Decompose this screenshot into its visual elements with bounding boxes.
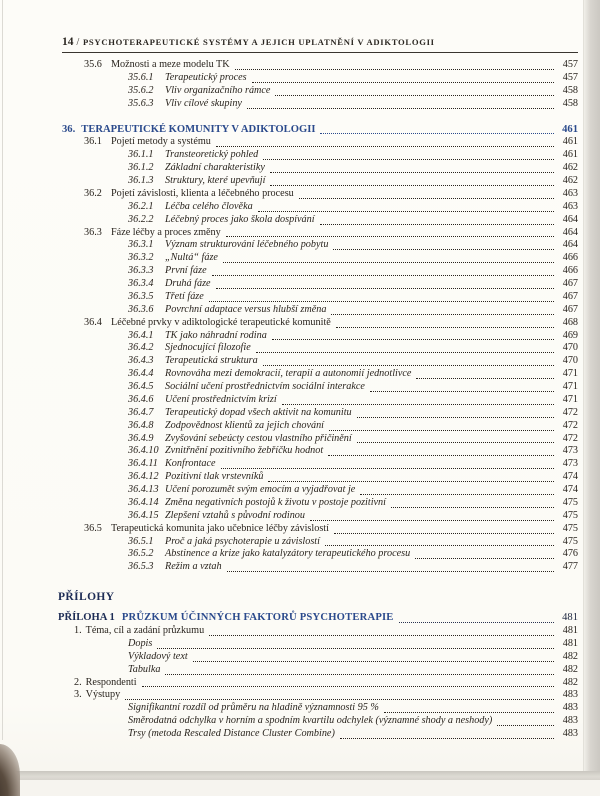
toc-entry: [0, 471, 578, 484]
toc-entry-label: Proč a jaká psychoterapie u závislostí: [165, 535, 320, 547]
toc-entry-label: Význam strukturování léčebného pobytu: [165, 239, 329, 251]
toc-entry-number: 36.5: [84, 522, 102, 534]
dot-leader: [497, 725, 554, 726]
toc-entry-number: 1.: [74, 625, 82, 636]
toc-entry: [0, 548, 578, 561]
toc-entry: [0, 433, 578, 446]
toc-entry: [0, 689, 578, 702]
toc-entry-label: PRŮZKUM ÚČINNÝCH FAKTORŮ PSYCHOTERAPIE: [121, 612, 394, 624]
toc-entry: [0, 420, 578, 433]
dot-leader: [391, 507, 554, 508]
toc-entry-page: 470: [562, 355, 578, 367]
dot-leader: [268, 481, 554, 482]
toc-entry-page: 483: [562, 715, 578, 727]
toc-entry-page: 466: [562, 265, 578, 277]
scan-left-edge-line: [2, 0, 3, 740]
toc-entry: [0, 317, 578, 330]
toc-entry-label: Respondenti: [85, 676, 137, 688]
dot-leader: [227, 571, 554, 572]
toc-entry-page: 483: [562, 689, 578, 701]
toc-entry-label: Výkladový text: [128, 650, 188, 662]
dot-leader: [252, 82, 554, 83]
toc-entry-number: 36.5.1: [128, 535, 154, 547]
toc-entry-number: 35.6.2: [128, 84, 154, 96]
toc-entry-label: Učení prostřednictvím krizí: [165, 393, 277, 405]
toc-entry-label: Tabulka: [128, 663, 161, 675]
toc-entry-label: Signifikantní rozdíl od průměru na hladině významnosti 95 %: [128, 702, 379, 714]
toc-entry-page: 472: [562, 406, 578, 418]
toc-entry-number: 36.5.2: [128, 548, 154, 560]
toc-entry: [0, 304, 578, 317]
toc-entry-number: 36.4.1: [128, 329, 154, 341]
toc-entry: [0, 612, 578, 625]
toc-entry-number: 36.1.1: [128, 149, 154, 161]
toc-entry-label: Změna negativních postojů k životu v postoje pozitivní: [165, 496, 386, 508]
appendix-rows: [0, 612, 578, 741]
toc-entry-label: Sociální učení prostřednictvím sociální interakce: [165, 381, 365, 392]
folio-page-number: 14: [62, 36, 74, 48]
toc-entry: [0, 175, 578, 188]
toc-entry-number: 2.: [74, 676, 82, 688]
toc-entry-page: 474: [562, 484, 578, 495]
toc-entry-number: 36.4.9: [128, 432, 154, 444]
toc-block: [0, 59, 578, 111]
toc-entry-number: 36.4.13: [128, 484, 159, 495]
toc-entry-page: 482: [562, 663, 578, 675]
toc-entry-number: 35.6.3: [128, 97, 154, 109]
dot-leader: [399, 622, 554, 623]
toc-entry: [0, 59, 578, 72]
toc-entry-page: 467: [562, 303, 578, 315]
toc-entry-number: 36.4.8: [128, 419, 154, 431]
toc-entry-page: 457: [562, 71, 578, 83]
toc-entry-label: Výstupy: [85, 689, 121, 701]
toc-entry-number: 36.3.2: [128, 252, 154, 264]
dot-leader: [370, 391, 554, 392]
toc-entry-page: 481: [562, 612, 578, 624]
toc-entry-label: Pojetí metody a systému: [111, 136, 211, 148]
dot-leader: [256, 352, 554, 353]
toc-entry-page: 461: [562, 136, 578, 148]
toc-entry-page: 475: [562, 535, 578, 547]
dot-leader: [221, 468, 554, 469]
toc-entry-number: 36.3.6: [128, 303, 154, 315]
toc-entry-page: 468: [562, 316, 578, 328]
toc-entry-label: Druhá fáze: [165, 278, 211, 289]
dot-leader: [329, 430, 554, 431]
toc-entry-number: 36.1: [84, 136, 102, 148]
toc-entry: [0, 136, 578, 149]
toc-entry-page: 470: [562, 342, 578, 354]
toc-entry-page: 472: [562, 419, 578, 431]
toc-entry-label: Dopis: [128, 637, 153, 649]
scan-right-page-edge: [583, 0, 600, 780]
toc-entry-number: 36.4: [84, 316, 102, 328]
toc-entry-page: 461: [562, 149, 578, 161]
toc-entry-page: 477: [562, 561, 578, 573]
toc-entry-number: 36.2: [84, 187, 102, 199]
toc-entry: [0, 252, 578, 265]
toc-entry: [0, 162, 578, 175]
toc-entry-page: 473: [562, 458, 578, 470]
toc-entry-number: 36.1.3: [128, 175, 154, 186]
toc-entry-number: 36.4.5: [128, 381, 154, 392]
dot-leader: [272, 339, 554, 340]
dot-leader: [334, 533, 554, 534]
toc-entry: [0, 728, 578, 741]
toc-entry-page: 457: [562, 59, 578, 70]
toc-entry-page: 475: [562, 496, 578, 508]
running-head-rule: [62, 52, 578, 53]
toc-entry-number: 36.4.7: [128, 406, 154, 418]
dot-leader: [333, 249, 554, 250]
toc-entry: [0, 368, 578, 381]
toc-entry-label: Směrodatná odchylka v horním a spodním kvartilu odchylek (významné shody a neshody): [128, 715, 493, 727]
dot-leader: [212, 275, 554, 276]
toc-entry: [0, 458, 578, 471]
toc-entry-label: Pozitivní tlak vrstevníků: [165, 471, 264, 483]
toc-entry: [0, 561, 578, 574]
toc-entry-number: 36.4.14: [128, 496, 159, 508]
toc-entry-number: 36.4.4: [128, 368, 154, 380]
dot-leader: [357, 442, 554, 443]
toc-entry-page: 482: [562, 676, 578, 688]
toc-entry-page: 481: [562, 625, 578, 636]
toc-entry: [0, 523, 578, 536]
toc-entry-number: 36.4.10: [128, 445, 159, 457]
toc-entry-label: Pojetí závislosti, klienta a léčebného procesu: [111, 187, 294, 199]
toc-entry: [0, 715, 578, 728]
dot-leader: [247, 108, 554, 109]
toc-entry-number: 36.1.2: [128, 162, 154, 174]
toc-entry-label: Zvnitřnění pozitivního žebříčku hodnot: [165, 445, 324, 457]
toc-entry-label: TERAPEUTICKÉ KOMUNITY V ADIKTOLOGII: [81, 123, 316, 135]
toc-entry-page: 466: [562, 252, 578, 264]
toc-entry: [0, 278, 578, 291]
toc-entry: [0, 342, 578, 355]
toc-entry: [0, 72, 578, 85]
appendix-heading: PŘÍLOHY: [58, 591, 115, 604]
toc-entry: [0, 702, 578, 715]
dot-leader: [125, 699, 554, 700]
dot-leader: [270, 185, 554, 186]
dot-leader: [415, 558, 554, 559]
toc-entry-number: 36.3.5: [128, 290, 154, 302]
toc-entry: [0, 214, 578, 227]
toc-entry-number: 36.2.1: [128, 200, 154, 212]
toc-entry-number: 36.: [62, 123, 76, 135]
toc-entry-page: 464: [562, 239, 578, 251]
toc-entry-number: 36.3.4: [128, 278, 154, 289]
toc-entry-label: Léčebný proces jako škola dospívání: [165, 213, 315, 225]
toc-entry: [0, 625, 578, 638]
dot-leader: [325, 545, 554, 546]
toc-entry-label: Povrchní adaptace versus hlubší změna: [165, 303, 327, 315]
toc-entry: [0, 536, 578, 549]
toc-entry: [0, 638, 578, 651]
toc-entry-page: 471: [562, 381, 578, 392]
toc-entry-label: Zvyšování sebeúcty cestou vlastního přičinění: [165, 432, 352, 444]
toc-entry-number: 36.4.3: [128, 355, 154, 367]
toc-entry: [0, 149, 578, 162]
toc-entry-number: PŘÍLOHA 1: [58, 612, 115, 624]
toc-block: [0, 124, 578, 575]
toc-entry: [0, 239, 578, 252]
toc-entry-number: 36.5.3: [128, 561, 154, 573]
toc-entry-label: Terapeutická struktura: [165, 355, 258, 367]
toc-entry: [0, 330, 578, 343]
toc-entry-number: 36.4.2: [128, 342, 154, 354]
dot-leader: [165, 674, 554, 675]
dot-leader: [357, 417, 554, 418]
dot-leader: [258, 211, 554, 212]
toc-entry-page: 463: [562, 187, 578, 199]
toc-entry-page: 471: [562, 368, 578, 380]
toc-entry-page: 458: [562, 84, 578, 96]
dot-leader: [416, 378, 554, 379]
toc-entry-label: Fáze léčby a proces změny: [111, 226, 221, 238]
toc-entry-number: 36.4.6: [128, 393, 154, 405]
toc-entry: [0, 394, 578, 407]
dot-leader: [209, 301, 554, 302]
toc-entry-label: Možnosti a meze modelu TK: [111, 59, 230, 70]
dot-leader: [360, 494, 554, 495]
toc-entry-label: Vliv cílové skupiny: [165, 97, 242, 109]
toc-entry-page: 467: [562, 290, 578, 302]
dot-leader: [263, 159, 554, 160]
toc-entry-label: TK jako náhradní rodina: [165, 329, 267, 341]
toc-entry-page: 462: [562, 162, 578, 174]
dot-leader: [216, 288, 554, 289]
toc-entry-page: 482: [562, 650, 578, 662]
toc-entry-number: 36.3.3: [128, 265, 154, 277]
toc-entry-label: Téma, cíl a zadání průzkumu: [85, 625, 205, 636]
dot-leader: [336, 327, 554, 328]
toc-entry-label: Zodpovědnost klientů za jejich chování: [165, 419, 325, 431]
toc-entry-label: Rovnováha mezi demokracií, terapií a autonomií jednotlivce: [165, 368, 412, 380]
toc-entry-label: Třetí fáze: [165, 290, 204, 302]
running-head-separator: /: [76, 37, 80, 48]
toc-entry-number: 36.3: [84, 226, 102, 238]
toc-entry-number: 36.4.11: [128, 458, 158, 470]
dot-leader: [263, 365, 554, 366]
dot-leader: [226, 236, 554, 237]
table-of-contents: [0, 59, 578, 741]
running-head: [62, 36, 578, 49]
toc-entry-page: 481: [562, 637, 578, 649]
toc-entry-page: 467: [562, 278, 578, 289]
toc-entry-page: 472: [562, 432, 578, 444]
toc-entry: [0, 664, 578, 677]
dot-leader: [270, 172, 554, 173]
toc-entry-label: Transteoretický pohled: [165, 149, 259, 161]
dot-leader: [235, 69, 554, 70]
toc-entry-label: Konfrontace: [165, 458, 216, 470]
toc-entry-label: Zlepšení vztahů s původní rodinou: [165, 509, 305, 521]
dot-leader: [282, 404, 554, 405]
scan-bottom-page-edge: [0, 771, 600, 780]
toc-entry: [0, 407, 578, 420]
dot-leader: [384, 712, 554, 713]
dot-leader: [310, 520, 554, 521]
toc-entry-label: První fáze: [165, 265, 207, 277]
toc-entry-number: 36.2.2: [128, 213, 154, 225]
toc-entry-page: 483: [562, 728, 578, 739]
toc-entry-page: 483: [562, 702, 578, 714]
dot-leader: [320, 133, 554, 134]
toc-entry: [0, 497, 578, 510]
toc-entry-label: Vliv organizačního rámce: [165, 84, 271, 96]
dot-leader: [216, 146, 554, 147]
toc-entry: [0, 265, 578, 278]
dot-leader: [320, 224, 554, 225]
toc-entry-page: 471: [562, 393, 578, 405]
toc-entry-number: 36.4.12: [128, 471, 159, 483]
toc-entry: [0, 381, 578, 394]
toc-entry-page: 474: [562, 471, 578, 483]
dot-leader: [340, 738, 554, 739]
dot-leader: [331, 314, 554, 315]
toc-entry: [0, 188, 578, 201]
toc-entry: [0, 85, 578, 98]
toc-entry-page: 464: [562, 226, 578, 238]
toc-entry-number: 36.4.15: [128, 509, 159, 521]
book-gutter-shadow: [0, 744, 20, 796]
dot-leader: [299, 198, 554, 199]
toc-entry-page: 463: [562, 200, 578, 212]
toc-entry: [0, 291, 578, 304]
toc-entry-page: 469: [562, 329, 578, 341]
toc-entry-label: Sjednocující filozofie: [165, 342, 251, 354]
dot-leader: [275, 95, 554, 96]
toc-entry-label: Léčebné prvky v adiktologické terapeutické komunitě: [111, 316, 331, 328]
toc-entry-number: 3.: [74, 689, 82, 701]
toc-entry: [0, 484, 578, 497]
toc-entry-page: 464: [562, 213, 578, 225]
dot-leader: [142, 686, 554, 687]
toc-entry-number: 36.3.1: [128, 239, 154, 251]
toc-entry-number: 35.6.1: [128, 71, 154, 83]
toc-entry-label: Terapeutický dopad všech aktivit na komunitu: [165, 406, 352, 418]
toc-entry-page: 475: [562, 509, 578, 521]
toc-entry-page: 461: [562, 123, 578, 135]
dot-leader: [328, 455, 554, 456]
dot-leader: [223, 262, 554, 263]
toc-entry-page: 473: [562, 445, 578, 457]
toc-entry-page: 462: [562, 175, 578, 186]
toc-entry: [0, 227, 578, 240]
toc-entry-page: 475: [562, 522, 578, 534]
dot-leader: [209, 635, 554, 636]
toc-entry-label: Trsy (metoda Rescaled Distance Cluster Combine): [128, 728, 335, 739]
toc-entry-label: Terapeutická komunita jako učebnice léčby závislostí: [111, 522, 329, 534]
toc-entry-label: Učení porozumět svým emocím a vyjadřovat je: [165, 484, 356, 495]
dot-leader: [193, 661, 554, 662]
toc-blocks: [0, 59, 578, 574]
toc-entry-label: Terapeutický proces: [165, 71, 247, 83]
toc-entry-label: „Nultá“ fáze: [165, 252, 218, 264]
toc-entry-page: 458: [562, 97, 578, 109]
toc-entry-label: Struktury, které upevňují: [165, 175, 266, 186]
toc-entry-label: Abstinence a krize jako katalyzátory terapeutického procesu: [165, 548, 411, 560]
toc-entry: [0, 510, 578, 523]
toc-entry-number: 35.6: [84, 59, 102, 70]
toc-entry: [0, 124, 578, 137]
toc-entry-page: 476: [562, 548, 578, 560]
toc-entry: [0, 98, 578, 111]
toc-entry: [0, 651, 578, 664]
toc-entry: [0, 355, 578, 368]
running-head-title: PSYCHOTERAPEUTICKÉ SYSTÉMY A JEJICH UPLATNĚNÍ V ADIKTOLOGII: [82, 37, 435, 47]
toc-entry: [0, 201, 578, 214]
toc-entry: [0, 677, 578, 690]
toc-entry-label: Základní charakteristiky: [165, 162, 265, 174]
dot-leader: [157, 648, 554, 649]
toc-entry: [0, 445, 578, 458]
toc-entry-label: Režim a vztah: [165, 561, 222, 573]
toc-entry-label: Léčba celého člověka: [165, 200, 253, 212]
